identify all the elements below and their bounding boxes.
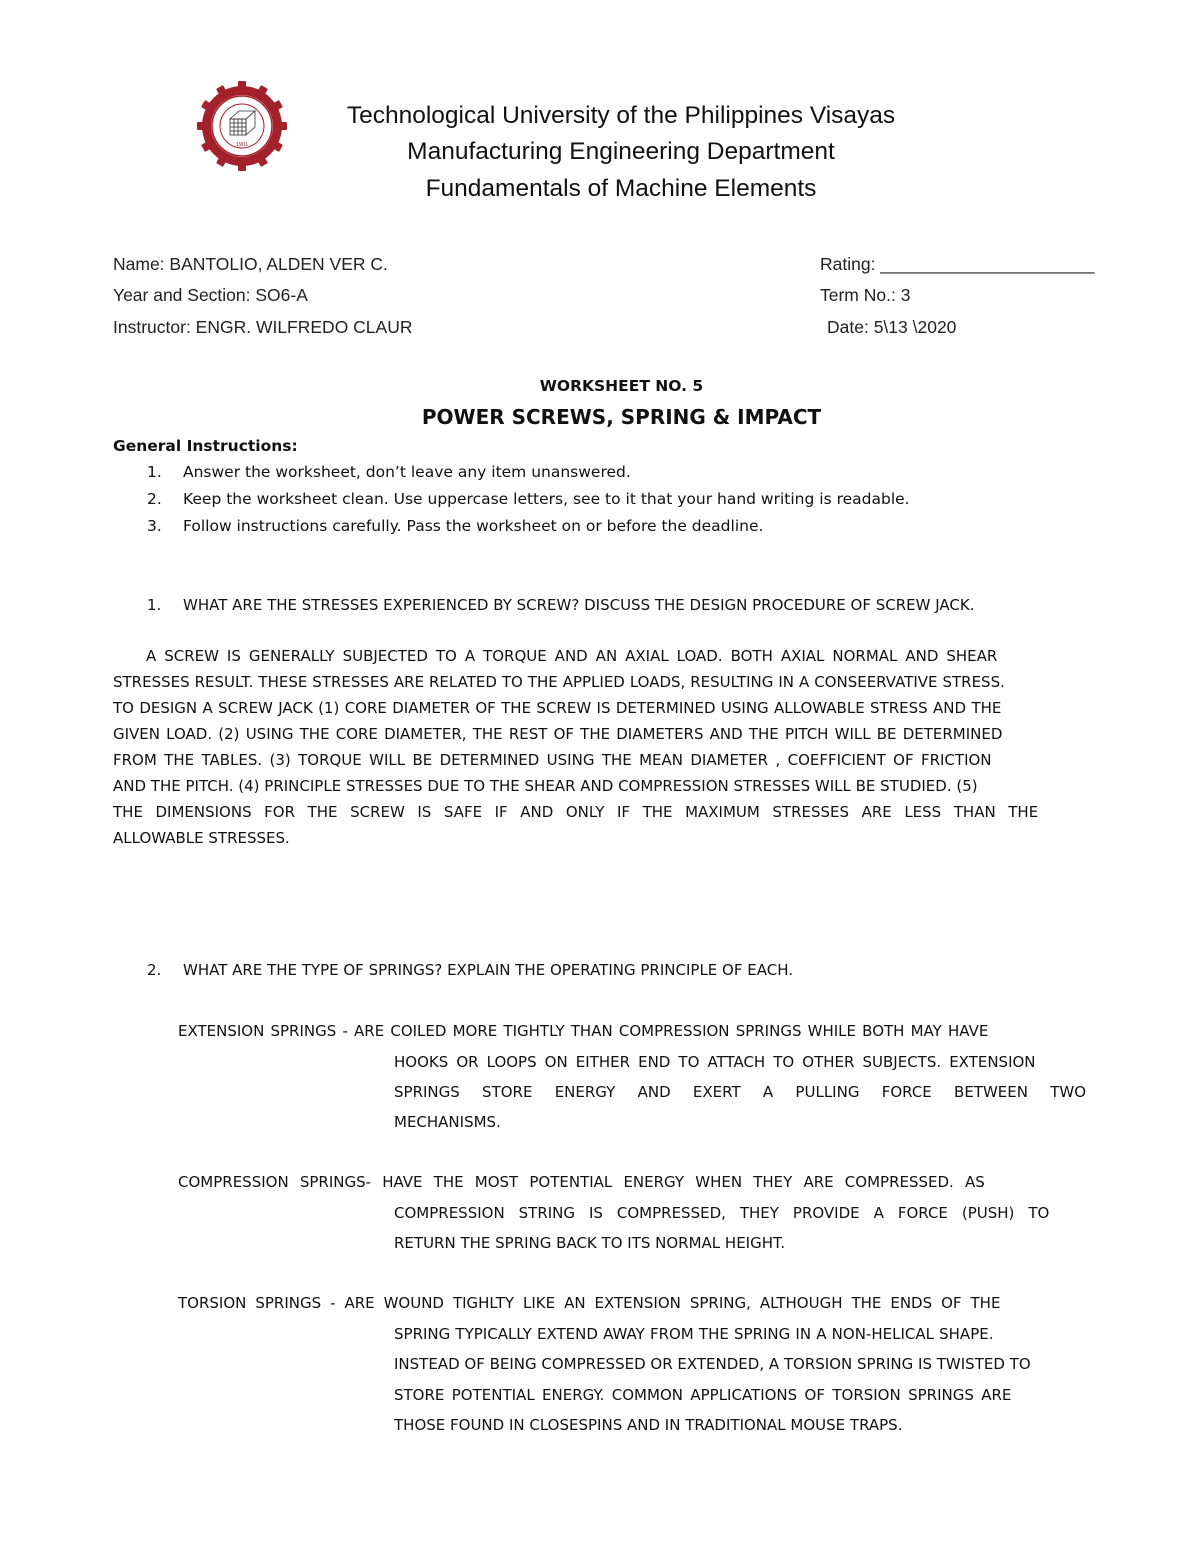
- question-2: [147, 960, 793, 980]
- student-name: Name: BANTOLIO, ALDEN VER C.: [113, 254, 388, 274]
- answer-line: AND THE PITCH. (4) PRINCIPLE STRESSES DUE TO THE SHEAR AND COMPRESSION STRESSES WILL BE STUDIED. (5): [113, 777, 978, 795]
- instruction-number: 3.: [147, 517, 162, 535]
- question-1: [147, 595, 975, 615]
- term-number: Term No.: 3: [820, 285, 911, 305]
- rating-field: Rating: ______________________: [820, 254, 1095, 274]
- answer-line: MECHANISMS.: [394, 1113, 501, 1131]
- instruction-text: Answer the worksheet, don’t leave any item unanswered.: [183, 463, 631, 481]
- question-number: 1.: [147, 596, 162, 614]
- answer-line: GIVEN LOAD. (2) USING THE CORE DIAMETER, THE REST OF THE DIAMETERS AND THE PITCH WILL BE DETERMINED: [113, 725, 1003, 743]
- question-text: WHAT ARE THE TYPE OF SPRINGS? EXPLAIN THE OPERATING PRINCIPLE OF EACH.: [183, 961, 793, 979]
- answer-line: ALLOWABLE STRESSES.: [113, 829, 290, 847]
- instructor-name: Instructor: ENGR. WILFREDO CLAUR: [113, 317, 413, 337]
- answer-line: STORE POTENTIAL ENERGY. COMMON APPLICATIONS OF TORSION SPRINGS ARE: [394, 1386, 1012, 1404]
- answer-line: TO DESIGN A SCREW JACK (1) CORE DIAMETER OF THE SCREW IS DETERMINED USING ALLOWABLE STRESS AND THE: [113, 699, 1002, 717]
- instruction-number: 1.: [147, 463, 162, 481]
- instruction-text: Follow instructions carefully. Pass the worksheet on or before the deadline.: [183, 517, 764, 535]
- worksheet-title: POWER SCREWS, SPRING & IMPACT: [421, 405, 822, 429]
- department-name: Manufacturing Engineering Department: [407, 138, 835, 165]
- question-text: WHAT ARE THE STRESSES EXPERIENCED BY SCREW? DISCUSS THE DESIGN PROCEDURE OF SCREW JACK.: [183, 596, 975, 614]
- answer-line: EXTENSION SPRINGS - ARE COILED MORE TIGHTLY THAN COMPRESSION SPRINGS WHILE BOTH MAY HAVE: [178, 1022, 989, 1040]
- instruction-text: Keep the worksheet clean. Use uppercase letters, see to it that your hand writing is readable.: [183, 490, 910, 508]
- instruction-number: 2.: [147, 490, 162, 508]
- answer-line: THOSE FOUND IN CLOSESPINS AND IN TRADITIONAL MOUSE TRAPS.: [394, 1416, 903, 1434]
- answer-line: HOOKS OR LOOPS ON EITHER END TO ATTACH TO OTHER SUBJECTS. EXTENSION: [394, 1053, 1036, 1071]
- answer-line: SPRINGS STORE ENERGY AND EXERT A PULLING FORCE BETWEEN TWO: [394, 1083, 1087, 1101]
- worksheet-number: WORKSHEET NO. 5: [539, 377, 704, 395]
- year-section: Year and Section: SO6-A: [113, 285, 308, 305]
- answer-line: COMPRESSION STRING IS COMPRESSED, THEY PROVIDE A FORCE (PUSH) TO: [394, 1204, 1050, 1222]
- answer-line: A SCREW IS GENERALLY SUBJECTED TO A TORQUE AND AN AXIAL LOAD. BOTH AXIAL NORMAL AND SHEAR: [146, 647, 998, 665]
- answer-line: INSTEAD OF BEING COMPRESSED OR EXTENDED, A TORSION SPRING IS TWISTED TO: [394, 1355, 1031, 1373]
- question-number: 2.: [147, 961, 162, 979]
- university-name: Technological University of the Philippines Visayas: [346, 102, 896, 129]
- svg-text:1901: 1901: [235, 142, 249, 148]
- answer-line: FROM THE TABLES. (3) TORQUE WILL BE DETERMINED USING THE MEAN DIAMETER , COEFFICIENT OF FRICTION: [113, 751, 992, 769]
- course-title: Fundamentals of Machine Elements: [425, 175, 817, 202]
- answer-line: STRESSES RESULT. THESE STRESSES ARE RELATED TO THE APPLIED LOADS, RESULTING IN A CONSEERVATIVE STRESS.: [113, 673, 1005, 691]
- answer-line: THE DIMENSIONS FOR THE SCREW IS SAFE IF AND ONLY IF THE MAXIMUM STRESSES ARE LESS THAN THE: [113, 803, 1039, 821]
- date-field: Date: 5\13 \2020: [827, 317, 957, 337]
- instructions-heading: General Instructions:: [113, 437, 298, 455]
- answer-line: TORSION SPRINGS - ARE WOUND TIGHLTY LIKE AN EXTENSION SPRING, ALTHOUGH THE ENDS OF THE: [178, 1294, 1001, 1312]
- answer-line: RETURN THE SPRING BACK TO ITS NORMAL HEIGHT.: [394, 1234, 786, 1252]
- answer-line: SPRING TYPICALLY EXTEND AWAY FROM THE SPRING IN A NON-HELICAL SHAPE.: [394, 1325, 994, 1343]
- answer-line: COMPRESSION SPRINGS- HAVE THE MOST POTENTIAL ENERGY WHEN THEY ARE COMPRESSED. AS: [178, 1173, 985, 1191]
